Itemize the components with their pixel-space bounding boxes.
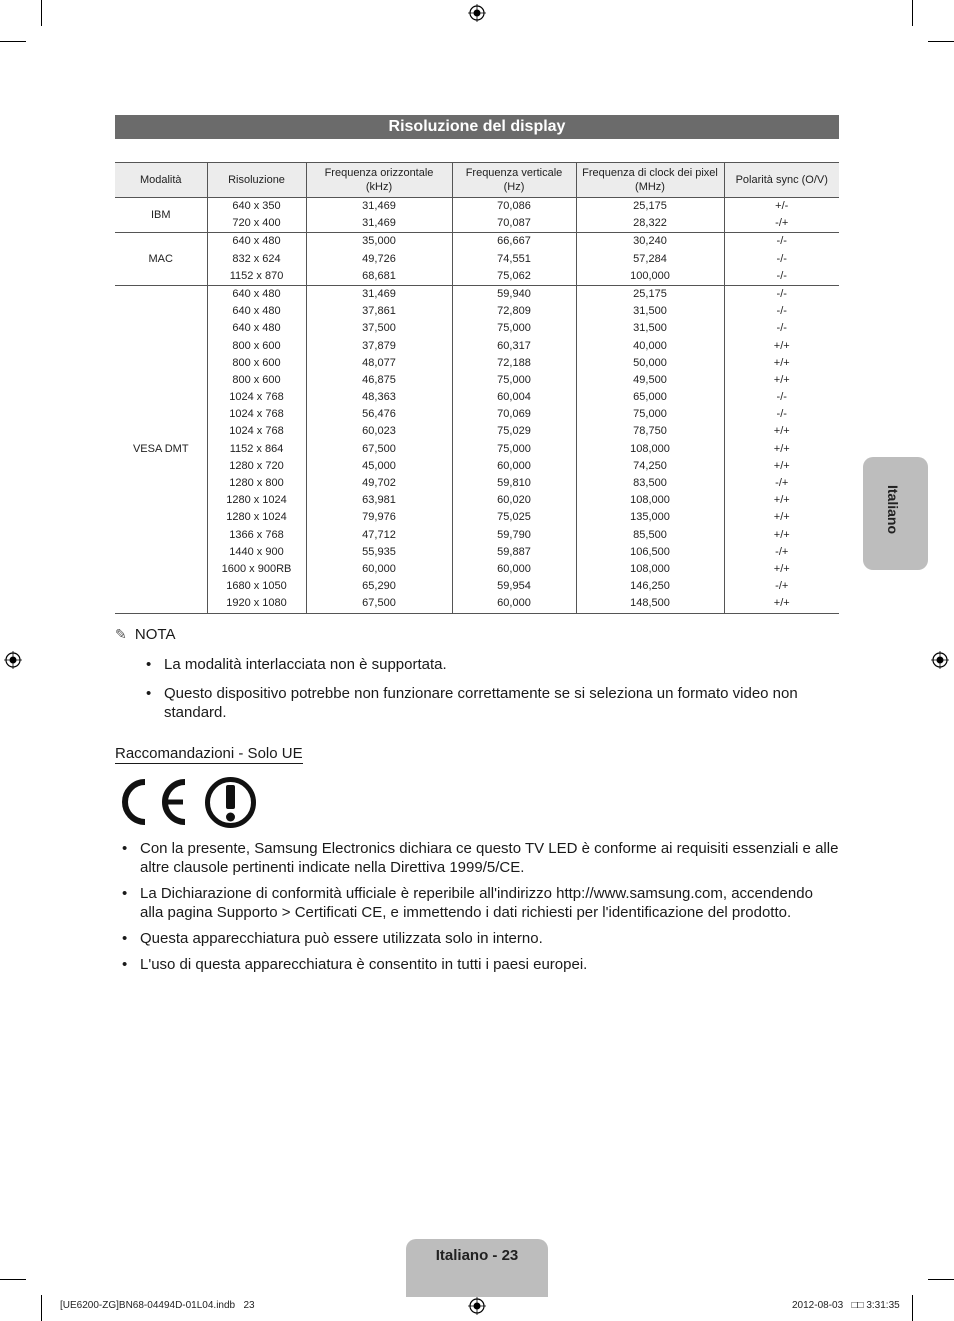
cell-value: 108,000 [630,442,670,455]
cell-value: -/- [776,235,787,248]
cell-value: 720 x 400 [232,217,281,230]
cell-value: 59,954 [497,580,531,593]
cell-value: 63,981 [362,494,396,507]
cell-value: 40,000 [633,339,667,352]
cell-value: 37,861 [362,305,396,318]
bullet-icon: • [122,930,128,947]
cell-value: 640 x 480 [232,235,281,248]
note-item: La modalità interlacciata non è supportata. [164,656,447,673]
crop-mark [928,41,954,42]
clock-cell [576,233,724,286]
cell-value: 832 x 624 [232,252,281,265]
cell-value: -/- [776,322,787,335]
cell-value: 50,000 [633,356,667,369]
resolution-cell [207,285,306,613]
column-header: Frequenza verticale (Hz) [452,163,576,198]
cell-value: 31,469 [362,217,396,230]
cell-value: 49,500 [633,373,667,386]
cell-value: 800 x 600 [232,373,281,386]
note-item: Questo dispositivo potrebbe non funzionare correttamente se si seleziona un formato video non standard. [164,685,798,721]
cell-value: 60,000 [362,562,396,575]
cell-value: 1024 x 768 [229,425,284,438]
clock-cell [576,198,724,233]
cell-value: 1152 x 864 [229,442,284,455]
cell-value: -/+ [775,545,789,558]
cell-value: 83,500 [633,477,667,489]
recommendation-item: Con la presente, Samsung Electronics dichiara ce questo TV LED è conforme ai requisiti essenziali e alle altre clausole pertinenti indicate nella Direttiva 1999/5/CE. [140,840,839,876]
cell-value: 48,077 [362,356,396,369]
cell-value: 640 x 350 [232,200,281,212]
bullet-icon: • [122,840,128,857]
pencil-icon: ✎ [115,626,127,642]
bullet-icon: • [146,656,152,673]
cell-value: +/+ [773,356,790,369]
cell-value: 800 x 600 [232,356,281,369]
cell-value: 1680 x 1050 [226,580,287,593]
recommendations-title: Raccomandazioni - Solo UE [115,745,303,762]
cell-value: -/- [776,408,787,421]
vfreq-cell [452,233,576,286]
cell-value: 148,500 [630,597,670,610]
cell-value: 60,000 [497,459,531,472]
cell-value: 74,250 [633,459,667,472]
crop-mark [928,1279,954,1280]
cell-value: 49,702 [362,477,396,489]
cell-value: +/- [775,200,789,212]
crop-mark [912,1295,913,1321]
cell-value: +/+ [773,442,790,455]
cell-value: 70,087 [497,217,531,230]
cell-value: 100,000 [630,269,670,282]
column-header: Frequenza di clock dei pixel (MHz) [576,163,724,198]
cell-value: 60,020 [497,494,531,507]
cell-value: 146,250 [630,580,670,593]
polarity-cell [724,198,839,233]
cell-value: -/- [776,287,787,300]
cell-value: 30,240 [633,235,667,248]
warning-alert-icon [204,776,257,829]
crop-mark [41,0,42,26]
cell-value: 49,726 [362,252,396,265]
cell-value: +/+ [773,373,790,386]
cell-value: +/+ [773,425,790,438]
cell-value: 135,000 [630,511,670,524]
cell-value: 1280 x 720 [229,459,284,472]
cell-value: 106,500 [630,545,670,558]
cell-value: -/- [776,252,787,265]
recommendation-item: L'uso di questa apparecchiatura è consentito in tutti i paesi europei. [140,956,588,973]
cell-value: 35,000 [362,235,396,248]
column-header: Modalità [115,163,207,198]
cell-value: 85,500 [633,528,667,541]
column-header: Frequenza orizzontale (kHz) [306,163,452,198]
cell-value: 72,809 [497,305,531,318]
page-label: Italiano - 23 [435,1247,519,1264]
language-side-tab [863,457,928,570]
table-header-row [115,163,839,198]
polarity-cell [724,285,839,613]
crop-mark [41,1295,42,1321]
cell-value: 65,000 [633,391,667,404]
cell-value: 60,317 [497,339,531,352]
recommendation-item: La Dichiarazione di conformità ufficiale è reperibile all'indirizzo http://www.samsung.com, accendendo alla pagina Supporto > Certificati CE, e immettendo i dati richiesti per l'identificazione del prodotto. [140,885,813,921]
registration-mark-icon [468,4,486,22]
cell-value: 1024 x 768 [229,391,284,404]
crop-mark [0,1279,26,1280]
section-title: Risoluzione del display [115,115,839,139]
cell-value: 75,029 [497,425,531,438]
cell-value: 1152 x 870 [229,269,284,282]
cell-value: 1366 x 768 [229,528,284,541]
cell-value: 74,551 [497,252,531,265]
cell-value: 1280 x 1024 [226,511,287,524]
cell-value: +/+ [773,597,790,610]
bullet-icon: • [122,956,128,973]
cell-value: 59,810 [497,477,531,489]
cell-value: 108,000 [630,494,670,507]
cell-value: 60,000 [497,597,531,610]
cell-value: 66,667 [497,235,531,248]
cell-value: 37,879 [362,339,396,352]
table-row [115,198,839,233]
language-label: Italiano [885,485,901,535]
cell-value: 1280 x 800 [229,477,284,489]
cell-value: 47,712 [362,528,396,541]
cell-value: 75,000 [497,322,531,335]
ce-mark-icon [115,776,191,828]
column-header: Risoluzione [207,163,306,198]
note-title: NOTA [134,626,176,643]
table-row [115,233,839,286]
cell-value: 78,750 [633,425,667,438]
table-body [115,198,839,614]
registration-mark-icon [4,651,22,669]
column-header: Polarità sync (O/V) [724,163,839,198]
cell-value: 67,500 [362,442,396,455]
cell-value: -/+ [775,217,789,230]
vfreq-cell [452,285,576,613]
cell-value: 25,175 [633,200,667,212]
cell-value: 1920 x 1080 [226,597,287,610]
cell-value: -/- [776,305,787,318]
footer-timestamp: 2012-08-03 □□ 3:31:35 [792,1300,900,1311]
hfreq-cell [306,285,452,613]
cell-value: 31,500 [633,305,667,318]
cell-value: 48,363 [362,391,396,404]
cell-value: 1024 x 768 [229,408,284,421]
page-number-tab [406,1239,548,1297]
cell-value: 60,023 [362,425,396,438]
cell-value: 640 x 480 [232,305,281,318]
cell-value: 59,940 [497,287,531,300]
cell-value: 31,469 [362,200,396,212]
cell-value: 640 x 480 [232,287,281,300]
cell-value: 60,004 [497,391,531,404]
cell-value: 31,469 [362,287,396,300]
recommendation-item: Questa apparecchiatura può essere utilizzata solo in interno. [140,930,543,947]
cell-value: 46,875 [362,373,396,386]
cell-value: 25,175 [633,287,667,300]
cell-value: +/+ [773,494,790,507]
mode-cell: VESA DMT [132,443,189,456]
cell-value: 72,188 [497,356,531,369]
mode-cell: IBM [150,209,171,222]
cell-value: 70,069 [497,408,531,421]
cell-value: 37,500 [362,322,396,335]
bullet-icon: • [146,685,152,702]
crop-mark [0,41,26,42]
note-heading [115,626,175,643]
vfreq-cell [452,198,576,233]
cell-value: -/+ [775,580,789,593]
cell-value: 45,000 [362,459,396,472]
cell-value: +/+ [773,528,790,541]
cell-value: +/+ [773,562,790,575]
table-row [115,285,839,613]
cell-value: 1600 x 900RB [221,562,292,575]
cell-value: 60,000 [497,562,531,575]
clock-cell [576,285,724,613]
cell-value: 68,681 [362,269,396,282]
cell-value: -/- [776,391,787,404]
cell-value: 55,935 [362,545,396,558]
cell-value: 800 x 600 [232,339,281,352]
cell-value: +/+ [773,511,790,524]
cell-value: 57,284 [633,252,667,265]
hfreq-cell [306,198,452,233]
cell-value: 75,000 [633,408,667,421]
polarity-cell [724,233,839,286]
cell-value: 1280 x 1024 [226,494,287,507]
cell-value: 65,290 [362,580,396,593]
cell-value: 56,476 [362,408,396,421]
cell-value: +/+ [773,459,790,472]
cell-value: 75,000 [497,373,531,386]
cell-value: 75,062 [497,269,531,282]
cell-value: 67,500 [362,597,396,610]
cell-value: 75,000 [497,442,531,455]
cell-value: -/+ [775,477,789,489]
hfreq-cell [306,233,452,286]
bullet-icon: • [122,885,128,902]
registration-mark-icon [931,651,949,669]
cell-value: 59,887 [497,545,531,558]
cell-value: 28,322 [633,217,667,230]
mode-cell: MAC [148,253,173,266]
cell-value: 640 x 480 [232,322,281,335]
resolution-cell [207,198,306,233]
cell-value: 59,790 [497,528,531,541]
cell-value: 31,500 [633,322,667,335]
resolution-table [115,162,839,614]
cell-value: 79,976 [362,511,396,524]
cell-value: 1440 x 900 [229,545,284,558]
cell-value: 108,000 [630,562,670,575]
cell-value: 70,086 [497,200,531,212]
cell-value: -/- [776,269,787,282]
crop-mark [912,0,913,26]
resolution-cell [207,233,306,286]
cell-value: +/+ [773,339,790,352]
cell-value: 75,025 [497,511,531,524]
footer-file-info: [UE6200-ZG]BN68-04494D-01L04.indb 23 [60,1300,255,1311]
registration-mark-icon [468,1297,486,1315]
